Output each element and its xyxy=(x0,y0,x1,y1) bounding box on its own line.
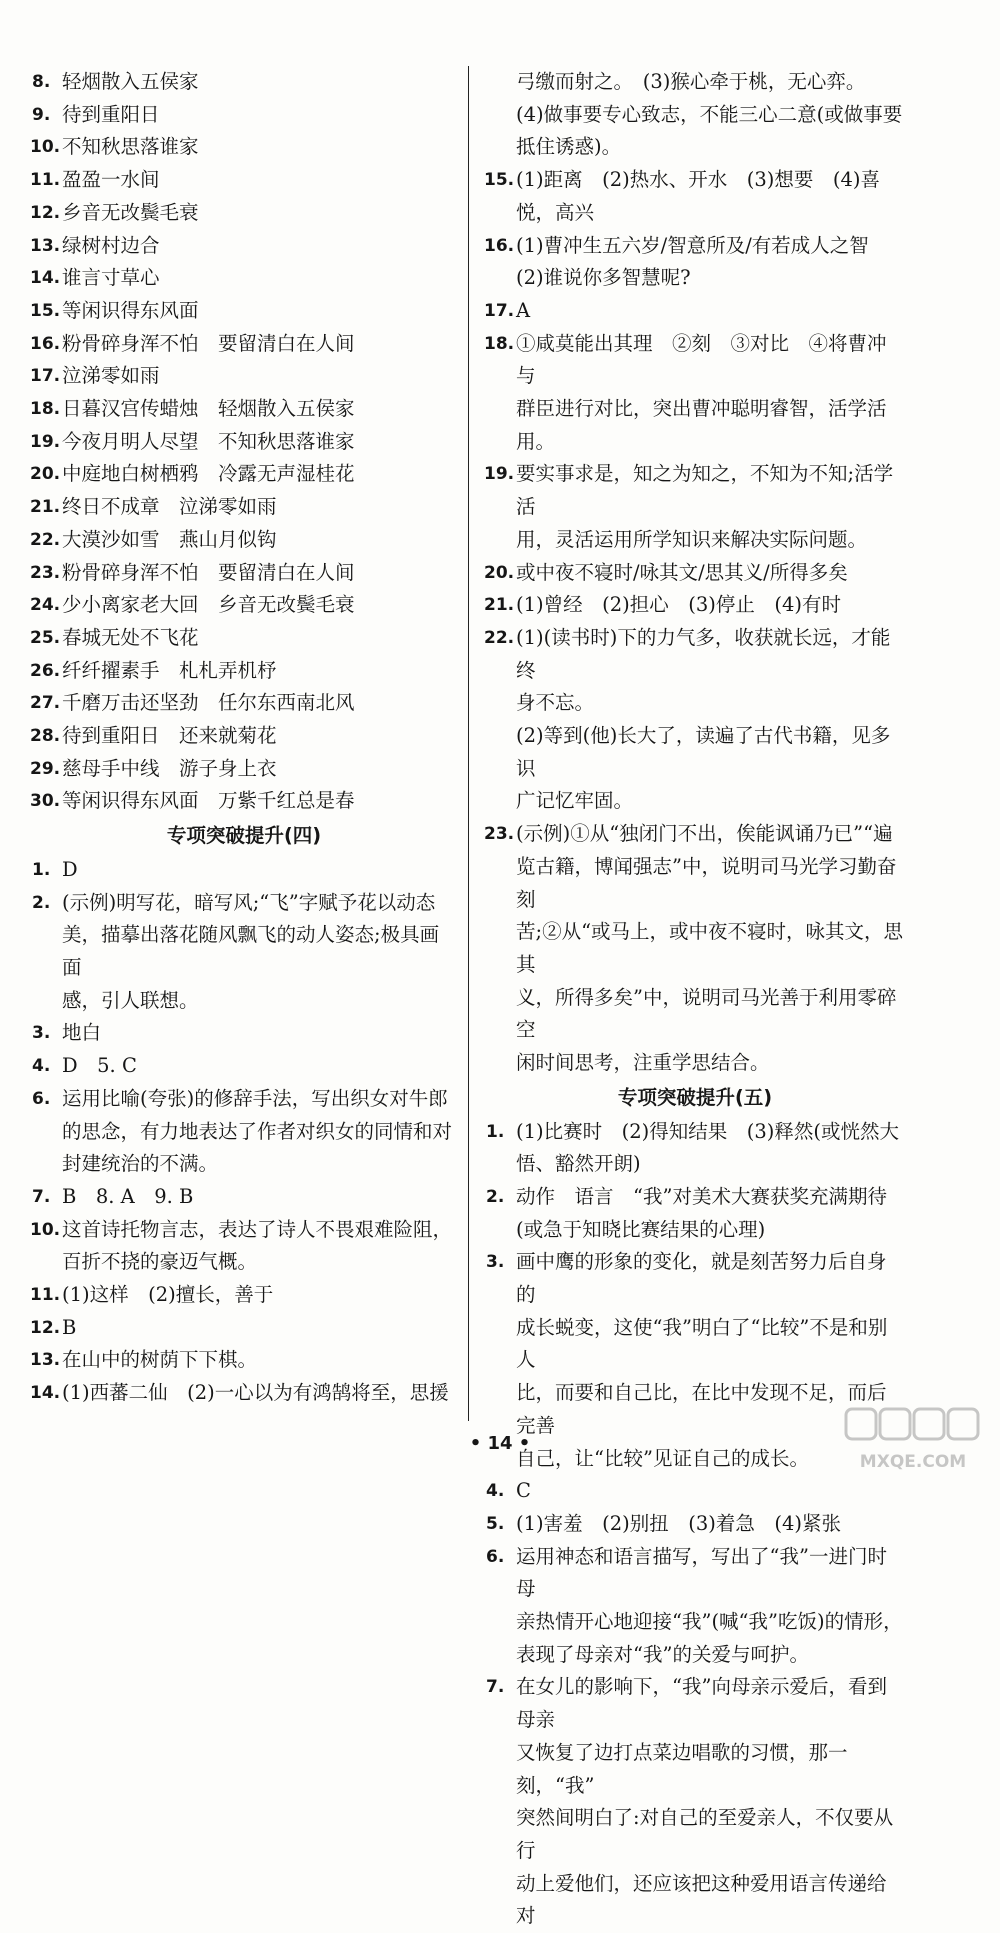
answer-number: 16. xyxy=(484,230,514,263)
answer-number: 18. xyxy=(484,328,514,361)
answer-text: 百折不挠的豪迈气概。 xyxy=(62,1246,456,1279)
answer-item xyxy=(32,1181,456,1214)
answer-text: D 5. C xyxy=(62,1050,456,1083)
answer-text: 封建统治的不满。 xyxy=(62,1148,456,1181)
answer-item xyxy=(486,1475,904,1508)
answer-number: 1. xyxy=(32,854,50,887)
answer-text: 乡音无改鬓毛衰 xyxy=(62,197,456,230)
answer-text: B 8. A 9. B xyxy=(62,1181,456,1214)
answer-text: 千磨万击还坚劲 任尔东西南北风 xyxy=(62,687,456,720)
answer-item xyxy=(32,491,456,524)
answer-text: 悦，高兴 xyxy=(516,197,904,230)
answer-item xyxy=(486,1181,904,1246)
answer-number: 14. xyxy=(30,262,60,295)
answer-item xyxy=(32,720,456,753)
answer-number: 4. xyxy=(486,1475,504,1508)
answer-number: 29. xyxy=(30,753,60,786)
answer-item xyxy=(486,164,904,229)
answer-item xyxy=(32,1050,456,1083)
answer-item xyxy=(32,1377,456,1410)
answer-text: 自己，让“比较”见证自己的成长。 xyxy=(516,1443,904,1476)
answer-item xyxy=(486,589,904,622)
answer-item xyxy=(486,557,904,590)
answer-number: 14. xyxy=(30,1377,60,1410)
watermark-text: MXQE.COM xyxy=(860,1452,966,1472)
answer-text: (1)(读书时)下的力气多，收获就长远，才能终 xyxy=(516,622,904,687)
answer-number: 12. xyxy=(30,197,60,230)
answer-item xyxy=(32,1214,456,1279)
answer-text: (1)西蕃二仙 (2)一心以为有鸿鹄将至，思援 xyxy=(62,1377,456,1410)
answer-text: 待到重阳日 xyxy=(62,99,456,132)
answer-item xyxy=(32,887,456,1018)
answer-number: 26. xyxy=(30,655,60,688)
answer-item xyxy=(32,589,456,622)
answer-text: 少小离家老大回 乡音无改鬓毛衰 xyxy=(62,589,456,622)
answer-number: 3. xyxy=(486,1246,504,1279)
answer-text: 纤纤擢素手 札札弄机杼 xyxy=(62,655,456,688)
answer-text: 悟、豁然开朗) xyxy=(516,1148,904,1181)
answer-item xyxy=(32,66,456,99)
answer-text: 终日不成章 泣涕零如雨 xyxy=(62,491,456,524)
answer-item xyxy=(32,524,456,557)
answer-item xyxy=(32,328,456,361)
answer-text: 运用比喻(夸张)的修辞手法，写出织女对牛郎 xyxy=(62,1083,456,1116)
answer-number: 10. xyxy=(30,131,60,164)
answer-text: 又恢复了边打点菜边唱歌的习惯，那一刻，“我” xyxy=(516,1737,904,1802)
answer-number: 23. xyxy=(30,557,60,590)
section-title-4: 专项突破提升(四) xyxy=(32,820,456,853)
answer-item xyxy=(486,1116,904,1181)
answer-item xyxy=(486,1508,904,1541)
answer-item xyxy=(32,230,456,263)
answer-text: 等闲识得东风面 xyxy=(62,295,456,328)
answer-text: 在女儿的影响下，“我”向母亲示爱后，看到母亲 xyxy=(516,1671,904,1736)
answer-item xyxy=(32,1344,456,1377)
answer-item xyxy=(32,1312,456,1345)
answer-item xyxy=(486,328,904,459)
answer-number: 27. xyxy=(30,687,60,720)
answer-number: 24. xyxy=(30,589,60,622)
watermark-logo xyxy=(838,1403,988,1475)
answer-text: 比，而要和自己比，在比中发现不足，而后完善 xyxy=(516,1377,904,1442)
answer-text: 群臣进行对比，突出曹冲聪明睿智，活学活用。 xyxy=(516,393,904,458)
answer-number: 21. xyxy=(484,589,514,622)
answer-item xyxy=(32,360,456,393)
answer-number: 19. xyxy=(484,458,514,491)
answer-text: 待到重阳日 还来就菊花 xyxy=(62,720,456,753)
page-number: • 14 • xyxy=(0,1433,1000,1454)
answer-item xyxy=(32,1279,456,1312)
answer-number: 17. xyxy=(484,295,514,328)
answer-number: 11. xyxy=(30,1279,60,1312)
answer-text: (1)距离 (2)热水、开水 (3)想要 (4)喜 xyxy=(516,164,904,197)
answer-number: 22. xyxy=(30,524,60,557)
answer-text: 绿树村边合 xyxy=(62,230,456,263)
answer-item xyxy=(32,655,456,688)
answer-text: 亲热情开心地迎接“我”(喊“我”吃饭)的情形， xyxy=(516,1606,904,1639)
answer-number: 2. xyxy=(486,1181,504,1214)
answer-text: B xyxy=(62,1312,456,1345)
answer-text: 义，所得多矣”中，说明司马光善于利用零碎空 xyxy=(516,982,904,1047)
answer-number: 22. xyxy=(484,622,514,655)
answer-text: D xyxy=(62,854,456,887)
answer-item xyxy=(486,1541,904,1672)
answer-number: 8. xyxy=(32,66,50,99)
answer-text: 大漠沙如雪 燕山月似钩 xyxy=(62,524,456,557)
answer-text: 粉骨碎身浑不怕 要留清白在人间 xyxy=(62,328,456,361)
right-column xyxy=(486,66,904,1933)
answer-text: (示例)明写花，暗写风;“飞”字赋予花以动态 xyxy=(62,887,456,920)
answer-number: 3. xyxy=(32,1017,50,1050)
answer-number: 15. xyxy=(484,164,514,197)
answer-number: 6. xyxy=(32,1083,50,1116)
answer-item xyxy=(32,622,456,655)
answer-item xyxy=(32,131,456,164)
answer-number: 21. xyxy=(30,491,60,524)
answer-list-3-cont xyxy=(486,164,904,1080)
answer-text: (1)比赛时 (2)得知结果 (3)释然(或恍然大 xyxy=(516,1116,904,1149)
answer-item xyxy=(486,458,904,556)
answer-number: 6. xyxy=(486,1541,504,1574)
answer-item xyxy=(32,1017,456,1050)
answer-text: 动上爱他们，还应该把这种爱用语言传递给对 xyxy=(516,1868,904,1933)
answer-item xyxy=(32,393,456,426)
answer-text: 轻烟散入五侯家 xyxy=(62,66,456,99)
answer-text: 闲时间思考，注重学思结合。 xyxy=(516,1047,904,1080)
answer-number: 30. xyxy=(30,785,60,818)
answer-text: (或急于知晓比赛结果的心理) xyxy=(516,1214,904,1247)
answer-text: 或中夜不寝时/咏其文/思其义/所得多矣 xyxy=(516,557,904,590)
answer-text: 成长蜕变，这使“我”明白了“比较”不是和别人 xyxy=(516,1312,904,1377)
answer-list-3 xyxy=(32,66,456,818)
answer-item xyxy=(32,164,456,197)
text-line: (4)做事要专心致志，不能三心二意(或做事要 xyxy=(516,99,904,132)
answer-item xyxy=(32,426,456,459)
answer-text: 泣涕零如雨 xyxy=(62,360,456,393)
answer-number: 10. xyxy=(30,1214,60,1247)
answer-text: 日暮汉宫传蜡烛 轻烟散入五侯家 xyxy=(62,393,456,426)
answer-item xyxy=(32,197,456,230)
answer-text: 广记忆牢固。 xyxy=(516,785,904,818)
answer-text: (1)害羞 (2)别扭 (3)着急 (4)紧张 xyxy=(516,1508,904,1541)
answer-text: 今夜月明人尽望 不知秋思落谁家 xyxy=(62,426,456,459)
answer-number: 20. xyxy=(484,557,514,590)
answer-number: 25. xyxy=(30,622,60,655)
answer-number: 19. xyxy=(30,426,60,459)
answer-number: 12. xyxy=(30,1312,60,1345)
answer-number: 13. xyxy=(30,1344,60,1377)
answer-number: 13. xyxy=(30,230,60,263)
answer-text: 慈母手中线 游子身上衣 xyxy=(62,753,456,786)
answer-text: 用，灵活运用所学知识来解决实际问题。 xyxy=(516,524,904,557)
answer-text: 画中鹰的形象的变化，就是刻苦努力后自身的 xyxy=(516,1246,904,1311)
continued-answer xyxy=(486,66,904,164)
answer-item xyxy=(486,818,904,1080)
answer-text: (2)等到(他)长大了，读遍了古代书籍，见多识 xyxy=(516,720,904,785)
answer-number: 11. xyxy=(30,164,60,197)
left-column xyxy=(32,66,456,1410)
answer-item xyxy=(486,295,904,328)
answer-item xyxy=(32,295,456,328)
answer-number: 23. xyxy=(484,818,514,851)
answer-item xyxy=(32,99,456,132)
answer-text: 要实事求是，知之为知之，不知为不知;活学活 xyxy=(516,458,904,523)
answer-number: 2. xyxy=(32,887,50,920)
answer-number: 5. xyxy=(486,1508,504,1541)
answer-text: 中庭地白树栖鸦 冷露无声湿桂花 xyxy=(62,458,456,491)
answer-number: 4. xyxy=(32,1050,50,1083)
answer-item xyxy=(32,262,456,295)
answer-text: 苦;②从“或马上，或中夜不寝时，咏其文，思其 xyxy=(516,916,904,981)
answer-text: 地白 xyxy=(62,1017,456,1050)
answer-item xyxy=(486,1671,904,1933)
answer-item xyxy=(32,458,456,491)
answer-text: 在山中的树荫下下棋。 xyxy=(62,1344,456,1377)
answer-item xyxy=(32,785,456,818)
answer-item xyxy=(32,753,456,786)
text-line: 抵住诱惑)。 xyxy=(516,131,904,164)
answer-text: 等闲识得东风面 万紫千红总是春 xyxy=(62,785,456,818)
answer-text: 运用神态和语言描写，写出了“我”一进门时母 xyxy=(516,1541,904,1606)
answer-text: C xyxy=(516,1475,904,1508)
answer-text: 不知秋思落谁家 xyxy=(62,131,456,164)
answer-item xyxy=(32,1083,456,1181)
answer-text: (示例)①从“独闭门不出，俟能讽诵乃已”“遍 xyxy=(516,818,904,851)
answer-number: 15. xyxy=(30,295,60,328)
answer-text: 感，引人联想。 xyxy=(62,985,456,1018)
answer-item xyxy=(32,687,456,720)
answer-item xyxy=(32,854,456,887)
answer-text: A xyxy=(516,295,904,328)
answer-number: 7. xyxy=(32,1181,50,1214)
answer-text: 春城无处不飞花 xyxy=(62,622,456,655)
answer-text: 美，描摹出落花随风飘飞的动人姿态;极具画面 xyxy=(62,919,456,984)
section-title-5: 专项突破提升(五) xyxy=(486,1082,904,1115)
answer-number: 1. xyxy=(486,1116,504,1149)
answer-number: 20. xyxy=(30,458,60,491)
answer-number: 28. xyxy=(30,720,60,753)
answer-text: 览古籍，博闻强志”中，说明司马光学习勤奋刻 xyxy=(516,851,904,916)
text-line: 弓缴而射之。 (3)猴心牵于桃，无心弈。 xyxy=(516,66,904,99)
answer-number: 9. xyxy=(32,99,50,132)
answer-text: (1)曹冲生五六岁/智意所及/有若成人之智 xyxy=(516,230,904,263)
answer-text: 谁言寸草心 xyxy=(62,262,456,295)
column-divider xyxy=(468,66,469,1421)
answer-text: (1)曾经 (2)担心 (3)停止 (4)有时 xyxy=(516,589,904,622)
answer-text: 动作 语言 “我”对美术大赛获奖充满期待 xyxy=(516,1181,904,1214)
answer-text: (2)谁说你多智慧呢? xyxy=(516,262,904,295)
answer-number: 17. xyxy=(30,360,60,393)
answer-item xyxy=(32,557,456,590)
answer-text: 表现了母亲对“我”的关爱与呵护。 xyxy=(516,1639,904,1672)
answer-text: 突然间明白了:对自己的至爱亲人，不仅要从行 xyxy=(516,1802,904,1867)
answer-item xyxy=(486,622,904,818)
answer-text: 身不忘。 xyxy=(516,687,904,720)
answer-item xyxy=(486,230,904,295)
answer-text: 的思念，有力地表达了作者对织女的同情和对 xyxy=(62,1116,456,1149)
answer-list-5 xyxy=(486,1116,904,1933)
answer-number: 7. xyxy=(486,1671,504,1704)
answer-text: ①咸莫能出其理 ②刻 ③对比 ④将曹冲与 xyxy=(516,328,904,393)
answer-number: 16. xyxy=(30,328,60,361)
answer-text: 粉骨碎身浑不怕 要留清白在人间 xyxy=(62,557,456,590)
answer-text: 这首诗托物言志，表达了诗人不畏艰难险阻， xyxy=(62,1214,456,1247)
answer-text: (1)这样 (2)擅长，善于 xyxy=(62,1279,456,1312)
answer-number: 18. xyxy=(30,393,60,426)
answer-list-4 xyxy=(32,854,456,1410)
answer-text: 盈盈一水间 xyxy=(62,164,456,197)
